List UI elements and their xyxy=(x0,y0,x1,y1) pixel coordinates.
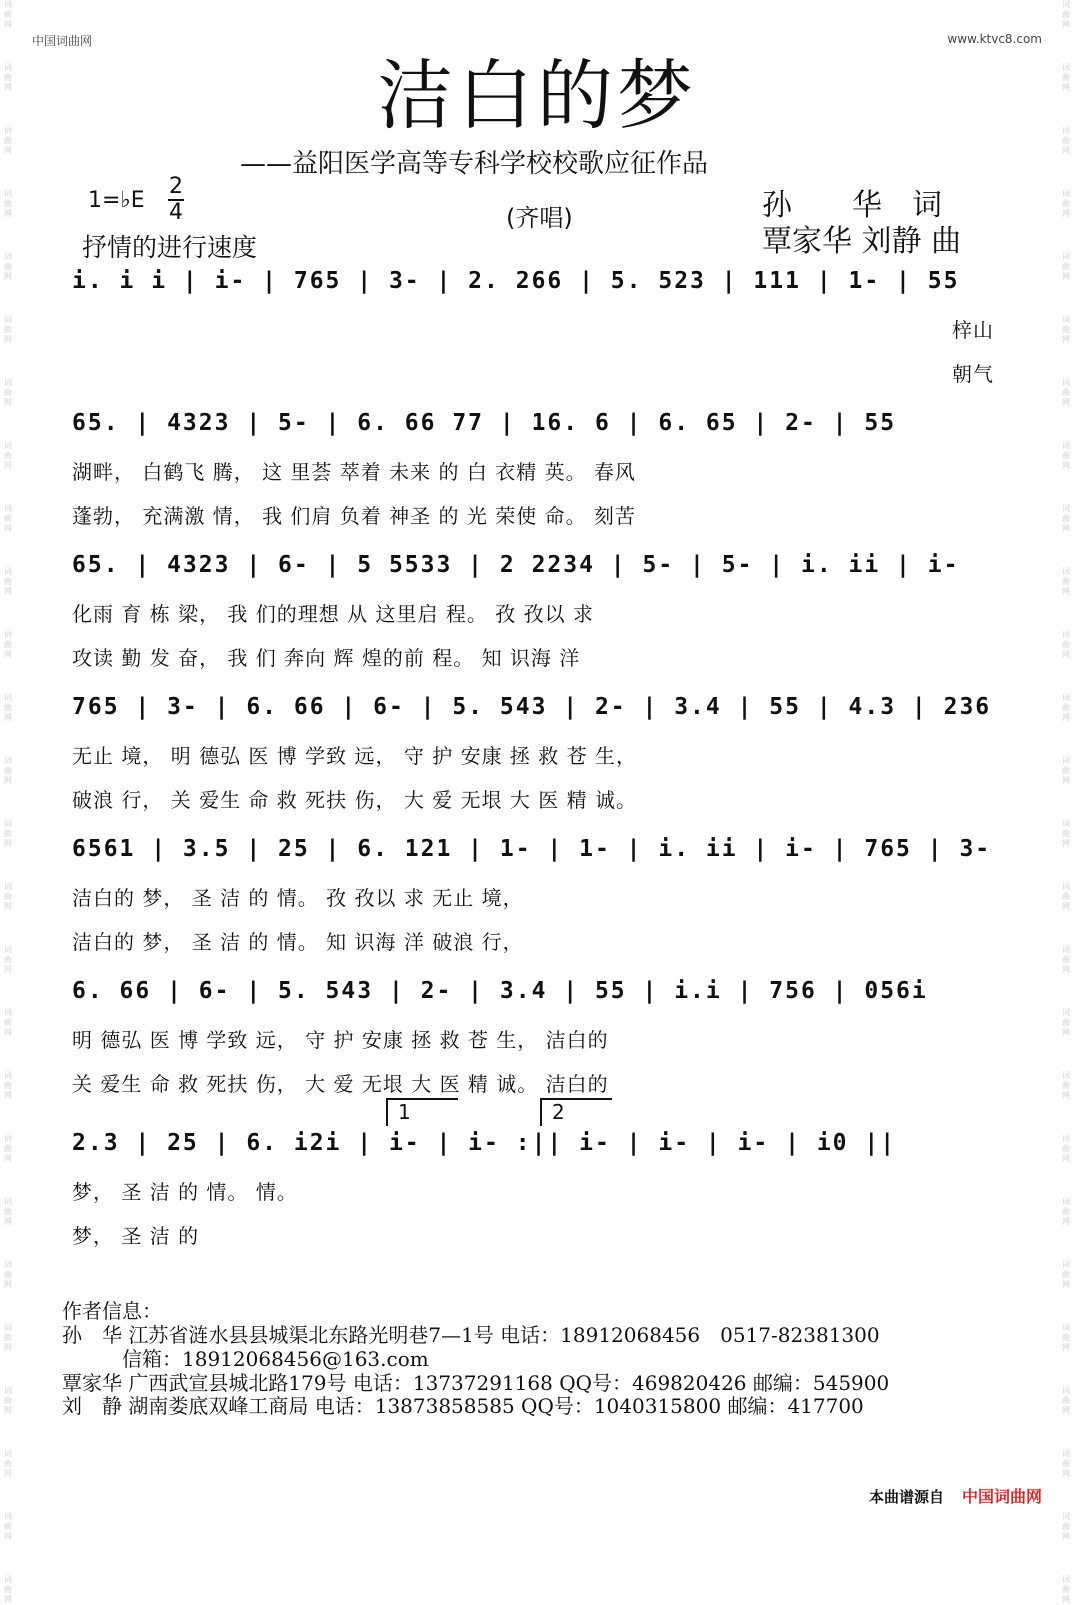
score-line xyxy=(72,552,1017,670)
watermark-text: 词 曲 网 xyxy=(1062,1134,1070,1163)
lyrics-verse-1: 无止 境， 明 德弘 医 博 学致 远， 守 护 安康 拯 救 苍 生， xyxy=(72,744,638,768)
score-line xyxy=(72,1130,1017,1248)
watermark-text: 词 曲 网 xyxy=(4,0,12,29)
watermark-text: 词 曲 网 xyxy=(1062,1008,1070,1037)
score-line xyxy=(72,410,1017,528)
watermark-text: 词 曲 网 xyxy=(1062,1449,1070,1478)
watermark-text: 词 曲 网 xyxy=(1062,315,1070,344)
watermark-text: 词 曲 网 xyxy=(1062,1323,1070,1352)
watermark-text: 词 曲 网 xyxy=(1062,1512,1070,1541)
performance-mode: (齐唱) xyxy=(506,204,573,232)
site-url-right: www.ktvc8.com xyxy=(947,32,1042,46)
watermark-text: 词 曲 网 xyxy=(1062,1197,1070,1226)
watermark-text: 词 曲 网 xyxy=(4,1449,12,1478)
lyrics-verse-1: 湖畔， 白鹤飞 腾， 这 里荟 萃着 未来 的 白 衣精 英。 春风 xyxy=(72,460,636,484)
watermark-text: 词 曲 网 xyxy=(1062,819,1070,848)
watermark-text: 词 曲 网 xyxy=(4,315,12,344)
composer-credit: 覃家华 刘静 曲 xyxy=(762,224,962,259)
watermark-text: 词 曲 网 xyxy=(1062,756,1070,785)
left-watermark-strip xyxy=(0,0,16,1604)
lyrics-verse-1: 洁白的 梦， 圣 洁 的 情。 孜 孜以 求 无止 境， xyxy=(72,886,524,910)
watermark-text: 词 曲 网 xyxy=(4,189,12,218)
lyrics-verse-2: 蓬勃， 充满激 情， 我 们肩 负着 神圣 的 光 荣使 命。 刻苦 xyxy=(72,504,636,528)
watermark-text: 词 曲 网 xyxy=(4,1134,12,1163)
volta-2: 2 xyxy=(540,1098,612,1126)
watermark-text: 词 曲 网 xyxy=(4,756,12,785)
watermark-text: 词 曲 网 xyxy=(1062,1260,1070,1289)
watermark-text: 词 曲 网 xyxy=(4,882,12,911)
watermark-text: 词 曲 网 xyxy=(1062,630,1070,659)
notation-row: 765 | 3- | 6. 66 | 6- | 5. 543 | 2- | 3.4 | 55 | 4.3 | 236 xyxy=(72,694,992,720)
volta-1: 1 xyxy=(386,1098,458,1126)
watermark-text: 词 曲 网 xyxy=(4,630,12,659)
watermark-text: 词 曲 网 xyxy=(1062,504,1070,533)
lyrics-verse-1: 梓山 xyxy=(952,318,994,342)
watermark-text: 词 曲 网 xyxy=(4,945,12,974)
tempo-marking: 抒情的进行速度 xyxy=(82,233,258,262)
watermark-text: 词 曲 网 xyxy=(1062,945,1070,974)
lyrics-verse-2: 攻读 勤 发 奋， 我 们 奔向 辉 煌的前 程。 知 识海 洋 xyxy=(72,646,581,670)
score-line xyxy=(72,268,1017,386)
watermark-text: 词 曲 网 xyxy=(1062,378,1070,407)
lyrics-verse-2: 破浪 行， 关 爱生 命 救 死扶 伤， 大 爱 无垠 大 医 精 诚。 xyxy=(72,788,638,812)
watermark-text: 词 曲 网 xyxy=(4,252,12,281)
watermark-text: 词 曲 网 xyxy=(4,1260,12,1289)
watermark-text: 词 曲 网 xyxy=(4,63,12,92)
lyrics-verse-2: 朝气 xyxy=(952,362,994,386)
watermark-text: 词 曲 网 xyxy=(4,1386,12,1415)
notation-row: 65. | 4323 | 6- | 5 5533 | 2 2234 | 5- | 5- | i. ii | i- xyxy=(72,552,960,578)
watermark-text: 词 曲 网 xyxy=(4,1197,12,1226)
watermark-text: 词 曲 网 xyxy=(4,441,12,470)
watermark-text: 词 曲 网 xyxy=(4,567,12,596)
time-signature-bottom: 4 xyxy=(169,200,183,225)
key-signature: 1=♭E xyxy=(88,188,145,213)
watermark-text: 词 曲 网 xyxy=(1062,252,1070,281)
watermark-text: 词 曲 网 xyxy=(4,1323,12,1352)
watermark-text: 词 曲 网 xyxy=(1062,1071,1070,1100)
notation-row: 6561 | 3.5 | 25 | 6. 121 | 1- | 1- | i. ii | i- | 765 | 3- xyxy=(72,836,992,862)
lyrics-verse-2: 关 爱生 命 救 死扶 伤， 大 爱 无垠 大 医 精 诚。 洁白的 xyxy=(72,1072,609,1096)
score-line xyxy=(72,836,1017,954)
score-line xyxy=(72,978,1017,1096)
watermark-text: 词 曲 网 xyxy=(1062,1386,1070,1415)
watermark-text: 词 曲 网 xyxy=(1062,1575,1070,1604)
author-info-line: 覃家华 广西武宣县城北路179号 电话：13737291168 QQ号：469820426 邮编：545900 xyxy=(62,1371,890,1395)
author-info-heading: 作者信息： xyxy=(62,1299,162,1323)
site-name-left: 中国词曲网 xyxy=(32,34,93,48)
watermark-text: 词 曲 网 xyxy=(4,504,12,533)
watermark-text: 词 曲 网 xyxy=(4,819,12,848)
watermark-text: 词 曲 网 xyxy=(4,1512,12,1541)
source-site-link[interactable]: 中国词曲网 xyxy=(961,1487,1042,1506)
notation-row: 6. 66 | 6- | 5. 543 | 2- | 3.4 | 55 | i.i | 756 | 056i xyxy=(72,978,928,1004)
lyrics-verse-1: 明 德弘 医 博 学致 远， 守 护 安康 拯 救 苍 生， 洁白的 xyxy=(72,1028,609,1052)
lyrics-verse-1: 梦， 圣 洁 的 情。 情。 xyxy=(72,1180,298,1204)
watermark-text: 词 曲 网 xyxy=(1062,693,1070,722)
watermark-text: 词 曲 网 xyxy=(4,378,12,407)
lyrics-verse-2: 梦， 圣 洁 的 xyxy=(72,1224,200,1248)
time-signature xyxy=(168,176,184,224)
watermark-text: 词 曲 网 xyxy=(1062,126,1070,155)
right-watermark-strip xyxy=(1058,0,1074,1604)
song-subtitle: ——益阳医学高等专科学校校歌应征作品 xyxy=(240,149,709,179)
lyrics-verse-1: 化雨 育 栋 梁， 我 们的理想 从 这里启 程。 孜 孜以 求 xyxy=(72,602,594,626)
notation-row: i. i i | i- | 765 | 3- | 2. 266 | 5. 523 | 111 | 1- | 55 xyxy=(72,268,960,294)
lyrics-verse-2: 洁白的 梦， 圣 洁 的 情。 知 识海 洋 破浪 行， xyxy=(72,930,524,954)
watermark-text: 词 曲 网 xyxy=(1062,63,1070,92)
author-info-line: 孙 华 江苏省涟水县县城渠北东路光明巷7—1号 电话：18912068456 0517-82381300 xyxy=(62,1323,880,1347)
lyricist-credit: 孙 华 词 xyxy=(762,188,942,223)
source-label: 本曲谱源自 xyxy=(868,1488,944,1506)
notation-row: 65. | 4323 | 5- | 6. 66 77 | 16. 6 | 6. 65 | 2- | 55 xyxy=(72,410,897,436)
watermark-text: 词 曲 网 xyxy=(1062,441,1070,470)
source-credit xyxy=(869,1484,1042,1507)
watermark-text: 词 曲 网 xyxy=(4,126,12,155)
watermark-text: 词 曲 网 xyxy=(1062,882,1070,911)
watermark-text: 词 曲 网 xyxy=(4,1008,12,1037)
watermark-text: 词 曲 网 xyxy=(1062,0,1070,29)
watermark-text: 词 曲 网 xyxy=(1062,567,1070,596)
song-title: 洁白的梦 xyxy=(377,51,697,140)
author-info-line: 信箱：18912068456@163.com xyxy=(62,1347,429,1371)
watermark-text: 词 曲 网 xyxy=(4,1575,12,1604)
watermark-text: 词 曲 网 xyxy=(4,1071,12,1100)
score-line xyxy=(72,694,1017,812)
time-signature-top: 2 xyxy=(169,174,183,199)
watermark-text: 词 曲 网 xyxy=(1062,189,1070,218)
watermark-text: 词 曲 网 xyxy=(4,693,12,722)
notation-row: 2.3 | 25 | 6. i2i | i- | i- :|| i- | i- | i- | i0 || xyxy=(72,1130,897,1156)
author-info-line: 刘 静 湖南娄底双峰工商局 电话：13873858585 QQ号：1040315800 邮编：417700 xyxy=(62,1394,864,1418)
